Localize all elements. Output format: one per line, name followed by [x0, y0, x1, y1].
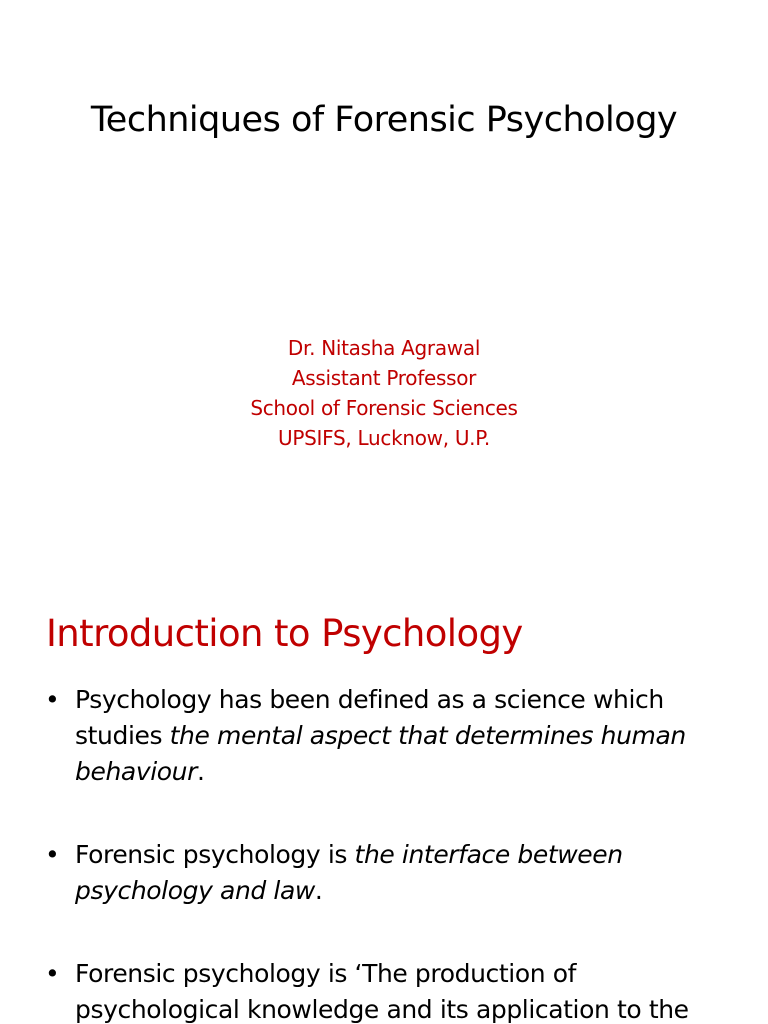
slide-title: Introduction to Psychology [46, 612, 523, 655]
bullet-dot-icon: • [45, 685, 60, 714]
bullet-dot-icon: • [45, 840, 60, 869]
bullet-text: Forensic psychology is the interface between psychology and law. [75, 840, 623, 905]
bullet-list [0, 682, 768, 1024]
bullet-item [0, 682, 768, 790]
author-department: School of Forensic Sciences [250, 396, 518, 420]
bullet-emphasis: the mental aspect that determines human behaviour [75, 721, 686, 786]
presentation-title: Techniques of Forensic Psychology [90, 100, 678, 140]
content-slide [0, 576, 768, 1024]
bullet-emphasis: the interface between psychology and law [75, 840, 623, 905]
bullet-dot-icon: • [45, 959, 60, 988]
bullet-item [0, 837, 768, 909]
bullet-text: Psychology has been defined as a science which studies the mental aspect that determines human behaviour. [75, 685, 686, 786]
bullet-text: Forensic psychology is ‘The production of psychological knowledge and its application to the [75, 959, 689, 1024]
bullet-item [0, 956, 768, 1024]
author-position: Assistant Professor [291, 366, 477, 390]
author-info [0, 333, 768, 453]
author-name: Dr. Nitasha Agrawal [287, 336, 481, 360]
author-institution: UPSIFS, Lucknow, U.P. [278, 426, 490, 450]
